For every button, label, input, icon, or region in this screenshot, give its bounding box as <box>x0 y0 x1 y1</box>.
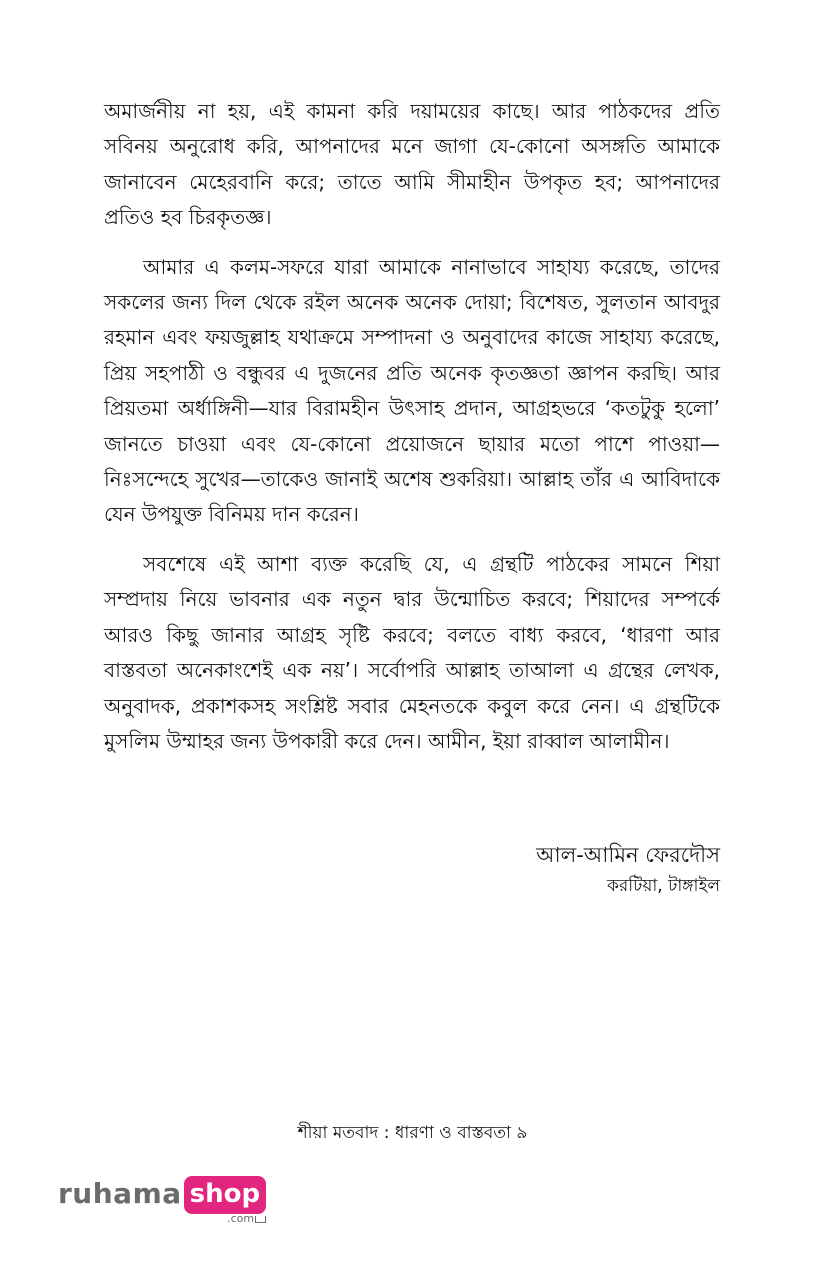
watermark-domain: .com <box>227 1212 255 1225</box>
page-footer: শীয়া মতবাদ : ধারণা ও বাস্তবতা ৯ <box>297 1123 528 1143</box>
signature-block <box>536 838 720 900</box>
paragraph-continuation: অমার্জনীয় না হয়, এই কামনা করি দয়াময়ের কাছে। আর পাঠকদের প্রতি সবিনয় অনুরোধ করি, আপনাদের মনে জাগা যে-কোনো অসঙ্গতি আমাকে জানাবেন মেহেরবানি করে; তাতে আমি সীমাহীন উপকৃত হব; আপনাদের প্রতিও হব চিরকৃতজ্ঞ। <box>104 99 720 230</box>
author-name: আল-আমিন ফেরদৌস <box>536 843 720 867</box>
watermark-brand-right: shop <box>184 1176 266 1214</box>
watermark-brand-left: ruhama <box>58 1177 182 1210</box>
author-location: করটিয়া, টাঙ্গাইল <box>606 876 720 896</box>
ruhamashop-watermark-logo <box>58 1174 266 1224</box>
paragraph-acknowledgements: আমার এ কলম-সফরে যারা আমাকে নানাভাবে সাহায্য করেছে, তাদের সকলের জন্য দিল থেকে রইল অনেক অনেক দোয়া; বিশেষত, সুলতান আবদুর রহমান এবং ফয়জুল্লাহ যথাক্রমে সম্পাদনা ও অনুবাদের কাজে সাহায্য করেছে, প্রিয় সহপাঠী ও বন্ধুবর এ দুজনের প্রতি অনেক কৃতজ্ঞতা জ্ঞাপন করছি। আর প্রিয়তমা অর্ধাঙ্গিনী—যার বিরামহীন উৎসাহ প্রদান, আগ্রহভরে ‘কতটুকু হলো’ জানতে চাওয়া এবং যে-কোনো প্রয়োজনে ছায়ার মতো পাশে পাওয়া—নিঃসন্দেহে সুখের—তাকেও জানাই অশেষ শুকরিয়া। আল্লাহ তাঁর এ আবিদাকে যেন উপযুক্ত বিনিময় দান করেন। <box>104 254 720 527</box>
watermark-brand-right-wrap <box>184 1174 266 1225</box>
cart-icon <box>255 1216 266 1223</box>
watermark-domain-wrap <box>227 1213 266 1225</box>
body-text <box>104 94 720 773</box>
paragraph-closing: সবশেষে এই আশা ব্যক্ত করেছি যে, এ গ্রন্থটি পাঠকের সামনে শিয়া সম্প্রদায় নিয়ে ভাবনার এক নতুন দ্বার উন্মোচিত করবে; শিয়াদের সম্পর্কে আরও কিছু জানার আগ্রহ সৃষ্টি করবে; বলতে বাধ্য করবে, ‘ধারণা আর বাস্তবতা অনেকাংশেই এক নয়’। সর্বোপরি আল্লাহ তাআলা এ গ্রন্থের লেখক, অনুবাদক, প্রকাশকসহ সংশ্লিষ্ট সবার মেহনতকে কবুল করে নেন। এ গ্রন্থটিকে মুসলিম উম্মাহর জন্য উপকারী করে দেন। আমীন, ইয়া রাব্বাল আলামীন। <box>104 551 720 753</box>
